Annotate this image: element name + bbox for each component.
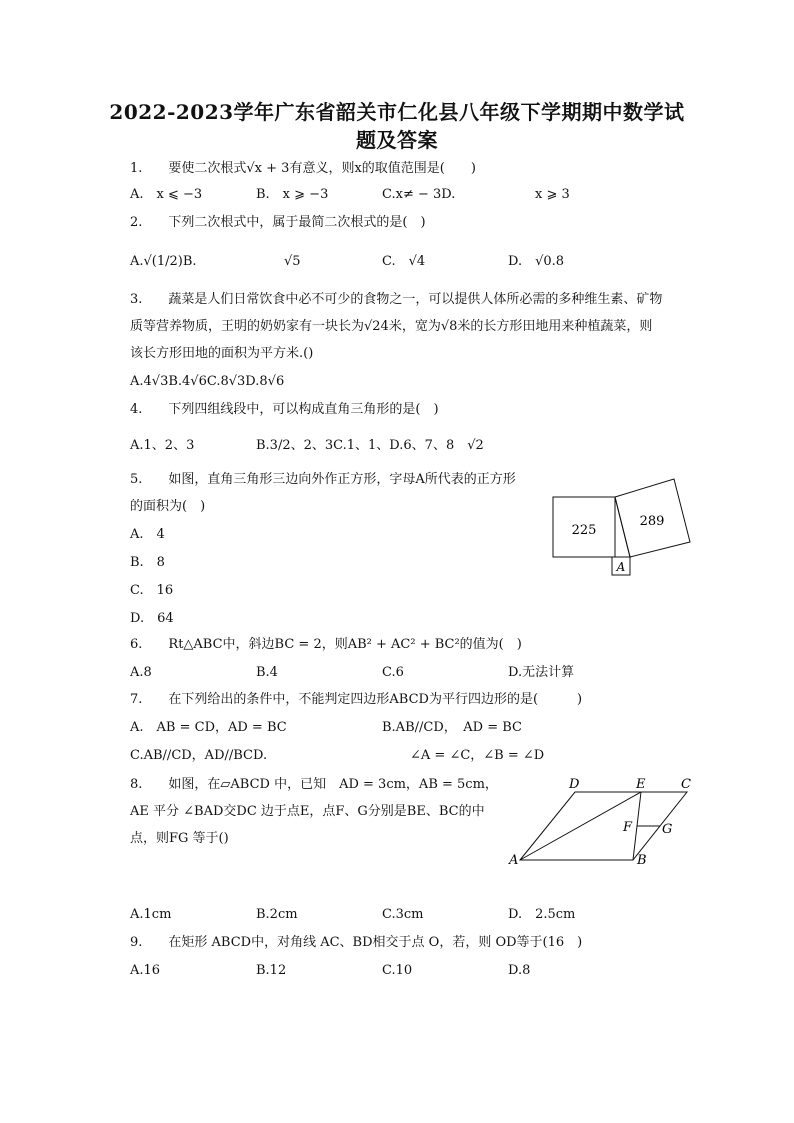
q1-option-c: C.x≠ − 3D. (382, 187, 456, 202)
q8-label-d: D (569, 777, 580, 792)
q2-option-c: C. √4 (382, 254, 426, 269)
q3-line3: 该长方形田地的面积为平方米.() (130, 346, 314, 361)
q2-option-b: √5 (284, 254, 301, 269)
q8-line1: 8. 如图，在▱ABCD 中，已知 AD = 3cm，AB = 5cm， (130, 777, 498, 792)
q4-option-a: A.1、2、3 (130, 438, 195, 453)
q8-label-a: A (509, 853, 519, 868)
q5-option-a: A. 4 (130, 527, 165, 542)
q2-option-d: D. √0.8 (508, 254, 565, 269)
q1-option-a: A. x ⩽ −3 (130, 187, 203, 202)
q6-stem: 6. Rt△ABC中，斜边BC = 2，则AB² + AC² + BC²的值为( ) (130, 637, 522, 652)
q3-options: A.4√3B.4√6C.8√3D.8√6 (130, 374, 285, 389)
q7-stem: 7. 在下列给出的条件中，不能判定四边形ABCD为平行四边形的是( ) (130, 692, 583, 707)
q7-option-c: C.AB//CD，AD//BCD. (130, 748, 268, 763)
q8-option-a: A.1cm (130, 907, 172, 922)
q7-option-a: A. AB = CD，AD = BC (130, 720, 287, 735)
q1-option-d: x ⩾ 3 (535, 187, 570, 202)
q5-label-225: 225 (571, 523, 597, 538)
q5-stem-line2: 的面积为( ) (130, 499, 206, 514)
q2-option-a: A.√(1/2)B. (130, 254, 197, 269)
q5-label-289: 289 (639, 514, 665, 529)
q9-option-d: D.8 (508, 963, 531, 978)
q2-stem: 2. 下列二次根式中，属于最简二次根式的是( ) (130, 215, 426, 230)
page-title-line1: 2022-2023学年广东省韶关市仁化县八年级下学期期中数学试 (109, 100, 685, 124)
page-title-line2: 题及答案 (356, 128, 438, 152)
q7-option-d: ∠A = ∠C，∠B = ∠D (410, 748, 545, 763)
q8-label-b: B (637, 853, 647, 868)
q9-option-a: A.16 (130, 963, 161, 978)
q8-label-e: E (636, 777, 646, 792)
q6-option-c: C.6 (382, 665, 404, 680)
q5-stem-line1: 5. 如图，直角三角形三边向外作正方形，字母A所代表的正方形 (130, 472, 516, 487)
q1-option-b: B. x ⩾ −3 (256, 187, 329, 202)
q5-option-d: D. 64 (130, 611, 174, 626)
q6-option-b: B.4 (256, 665, 278, 680)
q8-option-d: D. 2.5cm (508, 907, 576, 922)
q8-figure (505, 776, 705, 874)
q6-option-a: A.8 (130, 665, 152, 680)
q1-stem: 1. 要使二次根式√x + 3有意义，则x的取值范围是( ) (130, 161, 476, 176)
q9-option-b: B.12 (256, 963, 287, 978)
q8-option-b: B.2cm (256, 907, 298, 922)
q7-option-b: B.AB//CD， AD = BC (382, 720, 522, 735)
q8-label-c: C (681, 777, 691, 792)
q8-label-f: F (623, 820, 633, 835)
q8-line2: AE 平分 ∠BAD交DC 边于点E，点F、G分别是BE、BC的中 (130, 804, 485, 819)
q4-stem: 4. 下列四组线段中，可以构成直角三角形的是( ) (130, 402, 439, 417)
q5-figure (548, 474, 698, 584)
q5-option-c: C. 16 (130, 583, 174, 598)
q8-option-c: C.3cm (382, 907, 424, 922)
q8-line3: 点，则FG 等于() (130, 831, 229, 846)
q3-line2: 质等营养物质，王明的奶奶家有一块长为√24米，宽为√8米的长方形田地用来种植蔬菜，则 (130, 319, 653, 334)
q4-option-bcd: B.3/2、2、3C.1、1、D.6、7、8 √2 (256, 438, 484, 453)
q5-label-a: A (616, 560, 626, 574)
q8-label-g: G (662, 822, 673, 837)
q9-stem: 9. 在矩形 ABCD中，对角线 AC、BD相交于点 O，若，则 OD等于(16 ) (130, 935, 583, 950)
q6-option-d: D.无法计算 (508, 665, 575, 680)
q9-option-c: C.10 (382, 963, 413, 978)
q5-option-b: B. 8 (130, 555, 165, 570)
q3-line1: 3. 蔬菜是人们日常饮食中必不可少的食物之一，可以提供人体所必需的多种维生素、矿物 (130, 292, 663, 307)
